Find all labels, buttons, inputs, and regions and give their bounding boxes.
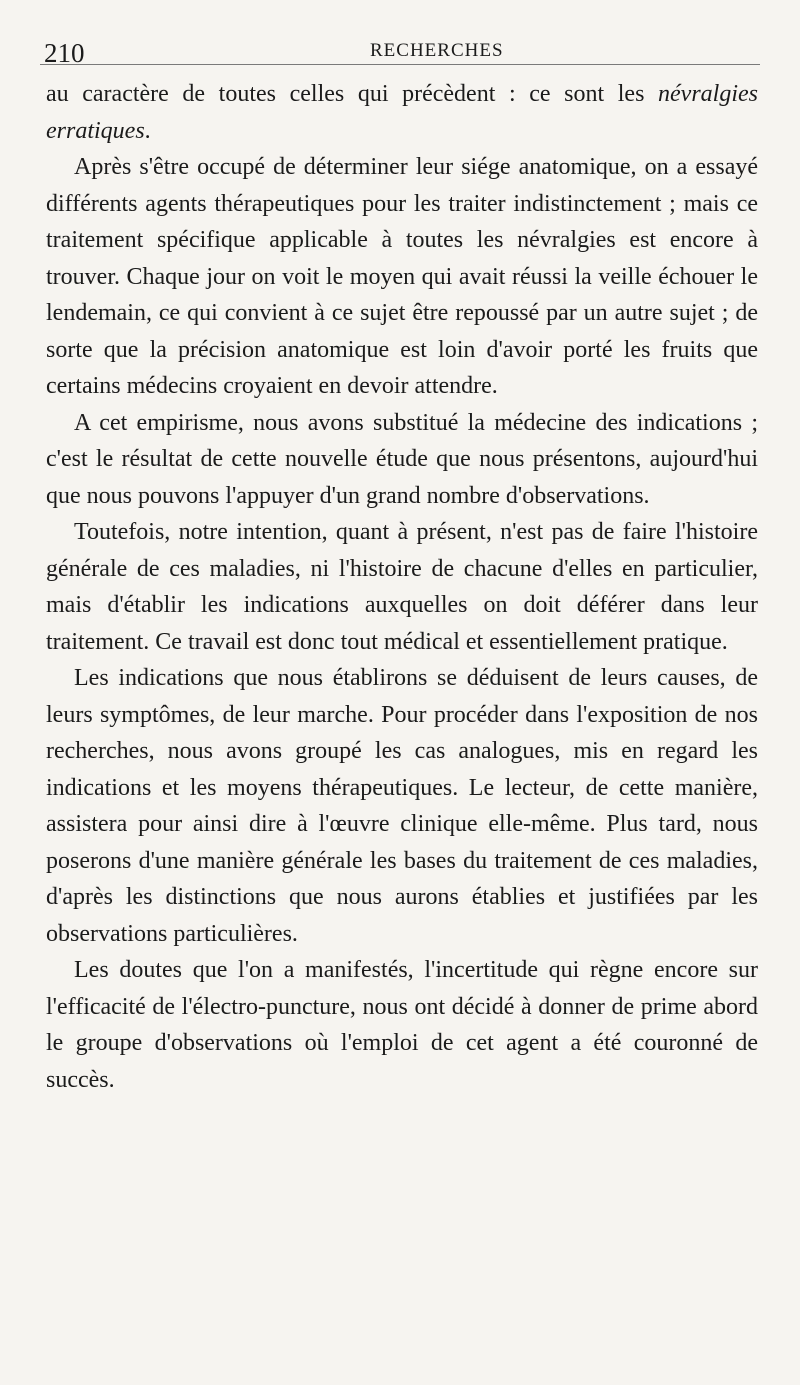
paragraph-1-italic: névralgies erratiques: [46, 81, 758, 144]
paragraph-6: Les doutes que l'on a manifestés, l'incertitude qui règne encore sur l'efficacité de l'électro-puncture, nous ont décidé à donner de prime abord le groupe d'observations où l'emploi de cet agent a été couronné de succès.: [46, 957, 758, 1093]
paragraph-4: Toutefois, notre intention, quant à présent, n'est pas de faire l'histoire générale de ces maladies, ni l'histoire de chacune d'elles en particulier, mais d'établir les indications auxquelles on doit déférer dans leur traitement. Ce travail est donc tout médical et essentiellement pratique.: [46, 519, 758, 655]
running-head: RECHERCHES: [370, 40, 504, 61]
paragraph-1-text: au caractère de toutes celles qui précèdent : ce sont les: [46, 81, 659, 107]
body-text: [46, 76, 758, 1098]
paragraph-2: Après s'être occupé de déterminer leur siége anatomique, on a essayé différents agents thérapeutiques pour les traiter indistinctement ; mais ce traitement spécifique applicable à toutes les névralgies est encore à trouver. Chaque jour on voit le moyen qui avait réussi la veille échouer le lendemain, ce qui convient à ce sujet être repoussé par un autre sujet ; de sorte que la précision anatomique est loin d'avoir porté les fruits que certains médecins croyaient en devoir attendre.: [46, 154, 758, 399]
page-number: 210: [44, 38, 85, 68]
header-rule: [40, 64, 760, 65]
paragraph-3: A cet empirisme, nous avons substitué la médecine des indications ; c'est le résultat de cette nouvelle étude que nous présentons, aujourd'hui que nous pouvons l'appuyer d'un grand nombre d'observations.: [46, 409, 758, 509]
paragraph-5: Les indications que nous établirons se déduisent de leurs causes, de leurs symptômes, de leur marche. Pour procéder dans l'exposition de nos recherches, nous avons groupé les cas analogues, mis en regard les indications et les moyens thérapeutiques. Le lecteur, de cette manière, assistera pour ainsi dire à l'œuvre clinique elle-même. Plus tard, nous poserons d'une manière générale les bases du traitement de ces maladies, d'après les distinctions que nous aurons établies et justifiées par les observations particulières.: [46, 665, 758, 947]
paragraph-1: [46, 76, 758, 149]
paragraph-1-end: .: [144, 117, 151, 144]
